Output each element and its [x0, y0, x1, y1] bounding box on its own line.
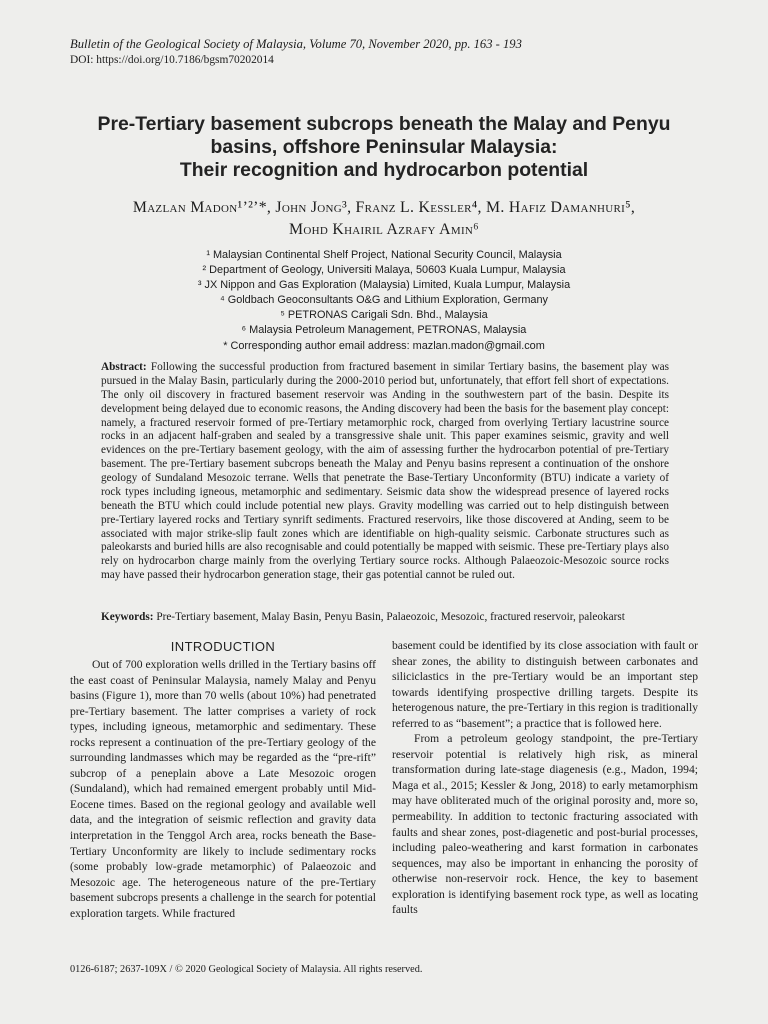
- affiliation: ³ JX Nippon and Gas Exploration (Malaysia) Limited, Kuala Lumpur, Malaysia: [197, 279, 571, 292]
- copyright-footer: 0126-6187; 2637-109X / © 2020 Geological Society of Malaysia. All rights reserved.: [70, 964, 423, 975]
- keywords-text: Pre-Tertiary basement, Malay Basin, Penyu Basin, Palaeozoic, Mesozoic, fractured reservoir, paleokarst: [156, 611, 625, 623]
- author-line: Mazlan Madon¹ʼ²ʼ*, John Jong³, Franz L. Kessler⁴, M. Hafiz Damanhuri⁵,: [132, 199, 636, 216]
- affiliation: ² Department of Geology, Universiti Malaya, 50603 Kuala Lumpur, Malaysia: [202, 264, 566, 277]
- abstract: [101, 361, 669, 583]
- keywords: [101, 610, 669, 624]
- author-line: Mohd Khairil Azrafy Amin⁶: [289, 221, 479, 238]
- title-line: Their recognition and hydrocarbon potential: [179, 159, 589, 181]
- affiliation: ⁴ Goldbach Geoconsultants O&G and Lithium Exploration, Germany: [220, 294, 548, 307]
- paper-title: [60, 113, 708, 182]
- title-line: Pre-Tertiary basement subcrops beneath the Malay and Penyu: [97, 113, 671, 135]
- body-paragraph: From a petroleum geology standpoint, the pre-Tertiary reservoir potential is relatively high risk, as mineral transformation during late-stage diagenesis (e.g., Madon, 1994; Maga et al., 2015; Kessler & Jong, 2018) to early metamorphism may have obliterated much of the original porosity and, more so, permeability. In addition to tectonic fracturing associated with faults and shear zones, post-diagenetic and post-burial processes, including paleo-weathering and karst formation in carbonates sequences, may also be important in enhancing the porosity of otherwise non-reservoir rock. Hence, the key to basement exploration is identifying basement rock type, as well as locating faults: [392, 732, 698, 917]
- affiliation: ¹ Malaysian Continental Shelf Project, National Security Council, Malaysia: [206, 249, 562, 261]
- body-paragraph: Out of 700 exploration wells drilled in the Tertiary basins off the east coast of Peninsular Malaysia, namely Malay and Penyu basins (Figure 1), more than 70 wells (about 10%) had penetrated pre-Tertiary basement. The latter comprises a variety of rock types, including igneous, metamorphic and sedimentary. These rocks represent a continuation of the pre-Tertiary geology of the surrounding landmasses which may be regarded as the “pre-rift” subcrop of a peneplain above a Late Mesozoic orogen (Sundaland), which had remained emergent probably until Mid-Eocene times. Based on the regional geology and available well data, and the integration of seismic reflection and gravity data interpretation in the Tenggol Arch area, rocks beneath the Base-Tertiary Unconformity are likely to include sedimentary rocks (some probably low-grade metamorphic) of Palaeozoic and Mesozoic age. The heterogeneous nature of the pre-Tertiary basement subcrops presents a challenge in the search for potential exploration targets. While fractured: [70, 658, 376, 920]
- affiliation-list: [60, 248, 708, 354]
- affiliation: ⁶ Malaysia Petroleum Management, PETRONAS, Malaysia: [241, 324, 527, 337]
- right-column: [392, 638, 698, 918]
- corresponding-author: * Corresponding author email address: mazlan.madon@gmail.com: [223, 339, 545, 352]
- abstract-label: Abstract:: [101, 361, 147, 373]
- journal-citation: Bulletin of the Geological Society of Malaysia, Volume 70, November 2020, pp. 163 - 193: [70, 37, 522, 51]
- affiliation: ⁵ PETRONAS Carigali Sdn. Bhd., Malaysia: [280, 309, 488, 322]
- section-heading: INTRODUCTION: [170, 639, 276, 654]
- abstract-text: Following the successful production from fractured basement in similar Tertiary basins, the basement play was pursued in the Malay Basin, particularly during the 2000-2010 period but, unfortunately, that effort fell short of expectations. The only oil discovery in fractured basement reservoir was Anding in the southwestern part of the basin. Despite its development being delayed due to economic reasons, the Anding discovery had been the basis for the basement play concept: namely, a fractured reservoir formed of pre-Tertiary metamorphic rock, charged from overlying Tertiary lacustrine source rocks in an adjacent half-graben and sealed by a transgressive shale unit. This paper examines seismic, gravity and well evidences on the pre-Tertiary basement geology, with the aim of assessing further the hydrocarbon potential of pre-Tertiary basement. The pre-Tertiary basement subcrops beneath the Malay and Penyu basins represent a continuation of the onshore geology of Sundaland Mesozoic terrane. Wells that penetrate the Base-Tertiary Unconformity (BTU) indicate a variety of rock types including igneous, metamorphic and sedimentary. Seismic data show the widespread presence of layered rocks beneath the BTU which could include potential new plays. Gravity modelling was carried out to help distinguish between pre-Tertiary layered rocks and Tertiary synrift sediments. Fractured reservoirs, like those discovered at Anding, seem to be associated with major strike-slip fault zones which are identifiable on high-quality seismic. Carbonate structures such as paleokarsts and buried hills are also recognisable and could potentially be mapped with seismic. These pre-Tertiary plays also rely on hydrocarbon charge mainly from the overlying Tertiary source rocks. Although Palaeozoic-Mesozoic source rocks may have passed their hydrocarbon generation stage, their gas potential cannot be ruled out.: [101, 361, 669, 582]
- keywords-label: Keywords:: [101, 611, 154, 623]
- author-list: [60, 197, 708, 241]
- title-line: basins, offshore Peninsular Malaysia:: [210, 136, 558, 158]
- body-paragraph: basement could be identified by its close association with fault or shear zones, the ability to distinguish between carbonates and siliciclastics in the pre-Tertiary would be an important step towards identifying prospective drilling targets. Despite its heterogenous nature, the pre-Tertiary in this region is traditionally referred to as “basement”; a practice that is followed here.: [392, 639, 699, 730]
- doi-line: DOI: https://doi.org/10.7186/bgsm70202014: [70, 54, 274, 66]
- left-column: [70, 638, 376, 921]
